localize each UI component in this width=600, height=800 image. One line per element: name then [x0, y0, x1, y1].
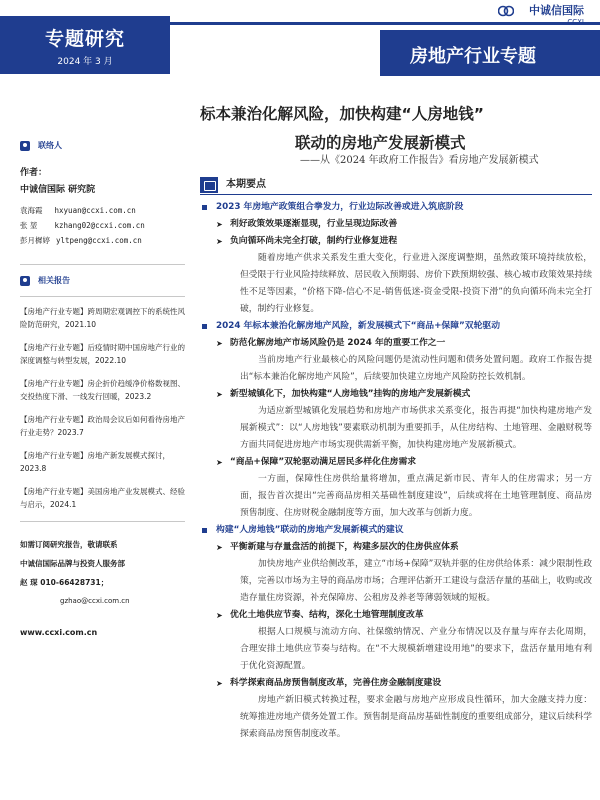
body-paragraph: 房地产新旧模式转换过程，要求金融与房地产应形成良性循环，加大金融支持力度：统筹推进房地产债务处置工作。预售制是商品房基础性制度的重要组成部分，建议后续科学探索商品房预售制度改革。	[240, 695, 592, 739]
report-type: 专题研究	[44, 28, 125, 50]
ccxi-logo-icon	[498, 4, 514, 18]
section-bullet: 构建“人房地钱”联动的房地产发展新模式的建议	[200, 522, 592, 539]
related-reports	[20, 305, 185, 511]
subscribe-note: 如需订阅研究报告，敬请联系	[20, 540, 118, 549]
analyst-row: 彭月樨婷 yltpeng@ccxi.com.cn	[20, 233, 185, 248]
analyst-email[interactable]: kzhang02@ccxi.com.cn	[54, 221, 145, 230]
report-subtitle: ——从《2024 年政府工作报告》看房地产发展新模式	[300, 155, 539, 166]
body-paragraph: 为适应新型城镇化发展趋势和房地产市场供求关系变化，报告再提“加快构建房地产发展新模式”：以“人房地钱”要素联动机制为重要抓手，从住房结构、土地管理、金融财税等方面共同促进房地产市场实现供需新平衡，加快构建房地产发展新模式。	[240, 406, 592, 450]
logo-abbr: CCXI	[567, 18, 584, 26]
section-header	[200, 175, 592, 195]
document-icon	[20, 276, 30, 286]
divider	[20, 521, 185, 522]
body-paragraph: 当前房地产行业最核心的风险问题仍是流动性问题和债务处置问题。政府工作报告提出“标本兼治化解房地产风险”，后续要加快建立房地产风险防控长效机制。	[240, 355, 592, 382]
contact-phone: 赵 琛 010-66428731；	[20, 578, 109, 587]
related-report-link[interactable]: 【房地产行业专题】房企折价趋缓净价格数视图、交投热度下滑、一线发行回暖，2023.2	[20, 379, 185, 401]
report-title-line2: 联动的房地产发展新模式	[295, 134, 466, 152]
subsection-bullet: ➤ 防范化解房地产市场风险仍是 2024 年的重要工作之一	[200, 335, 592, 352]
subsection-bullet: ➤ 新型城镇化下，加快构建“人房地钱”挂钩的房地产发展新模式	[200, 386, 592, 403]
subsection-bullet: ➤ “商品+保障”双轮驱动满足居民多样化住房需求	[200, 454, 592, 471]
department: 中诚信国际品牌与投资人服务部	[20, 559, 125, 568]
logo-text: 中诚信国际	[529, 4, 584, 17]
body-paragraph: 加快房地产业供给侧改革，建立“市场+保障”双轨并驱的住房供给体系：减少限制性政策，完善以市场为主导的商品房市场；合理评估新开工建设与盘活存量的基础上，收购或改造存量住房资源，补充保障房、公租房及养老等薄弱领域的短板。	[240, 559, 592, 603]
divider	[20, 264, 185, 265]
book-icon	[200, 177, 218, 193]
analyst-row: 袁海霞 hxyuan@ccxi.com.cn	[20, 203, 185, 218]
report-title-line1: 标本兼治化解风险，加快构建“人房地钱”	[200, 105, 484, 123]
website-link[interactable]: www.ccxi.com.cn	[20, 628, 98, 637]
subsection-bullet: ➤ 利好政策效果逐渐显现，行业呈现边际改善	[200, 216, 592, 233]
report-type-block	[0, 16, 170, 74]
subscription-contact	[20, 538, 185, 608]
industry-topic: 房地产行业专题	[380, 30, 600, 76]
related-header	[20, 275, 185, 286]
body-paragraph: 随着房地产供求关系发生重大变化，行业进入深度调整期，虽然政策环境持续放松，但受限于行业风险持续释放、居民收入预期弱、房价下跌预期较强、核心城市政策效果持续性不足等因素，“价格下降-信心不足-销售低迷-资金受限-投资下滑”的负向循环尚未完全打破，制约行业修复。	[240, 253, 592, 314]
analyst-list	[20, 203, 185, 248]
section-title: 本期要点	[226, 179, 266, 190]
section-bullet: 2023 年房地产政策组合拳发力，行业边际改善或进入筑底阶段	[200, 199, 592, 216]
author-label: 作者：	[20, 168, 48, 178]
report-date: 2024 年 3 月	[57, 57, 113, 67]
contact-header	[20, 140, 185, 151]
subsection-bullet: ➤ 负向循环尚未完全打破，制约行业修复进程	[200, 233, 592, 250]
subsection-bullet: ➤ 平衡新建与存量盘活的前提下，构建多层次的住房供应体系	[200, 539, 592, 556]
related-report-link[interactable]: 【房地产行业专题】政治局会议后如何看待房地产行业走势？2023.7	[20, 415, 185, 437]
related-report-link[interactable]: 【房地产行业专题】美国房地产业发展模式、经验与启示，2024.1	[20, 487, 185, 509]
analyst-row: 张 堃 kzhang02@ccxi.com.cn	[20, 218, 185, 233]
section-bullet: 2024 年标本兼治化解房地产风险，新发展模式下“商品+保障”双轮驱动	[200, 318, 592, 335]
sidebar	[20, 140, 185, 637]
person-icon	[20, 141, 30, 151]
contact-email[interactable]: gzhao@ccxi.com.cn	[60, 597, 130, 605]
related-report-link[interactable]: 【房地产行业专题】房地产新发展模式探讨，2023.8	[20, 451, 170, 473]
analyst-email[interactable]: hxyuan@ccxi.com.cn	[54, 206, 136, 215]
key-points	[200, 175, 592, 743]
key-points-body	[200, 199, 592, 743]
related-report-link[interactable]: 【房地产行业专题】跨周期宏观调控下的系统性风险防范研究，2021.10	[20, 307, 185, 329]
contact-header-label: 联络人	[38, 141, 62, 150]
body-paragraph: 根据人口规模与流动方向、社保缴纳情况、产业分布情况以及存量与库存去化周期，合理安排土地供应节奏与结构。在“不大规模新增建设用地”的要求下，盘活存量用地有利于优化资源配置。	[240, 627, 592, 671]
related-header-label: 相关报告	[38, 276, 70, 285]
subsection-bullet: ➤ 优化土地供应节奏、结构，深化土地管理制度改革	[200, 607, 592, 624]
subsection-bullet: ➤ 科学探索商品房预售制度改革，完善住房金融制度建设	[200, 675, 592, 692]
body-paragraph: 一方面，保障性住房供给量将增加，重点满足新市民、青年人的住房需求；另一方面，报告首次提出“完善商品房相关基础性制度建设”，后续或将在土地管理制度、商品房预售制度、住房财税金融制度等方面，加大改革与创新力度。	[240, 474, 592, 518]
analyst-email[interactable]: yltpeng@ccxi.com.cn	[56, 236, 142, 245]
related-report-link[interactable]: 【房地产行业专题】后疫情时期中国房地产行业的深度调整与转型发展，2022.10	[20, 343, 185, 365]
company-logo	[529, 2, 584, 26]
author-org: 中诚信国际 研究院	[20, 185, 96, 195]
divider	[20, 296, 185, 297]
